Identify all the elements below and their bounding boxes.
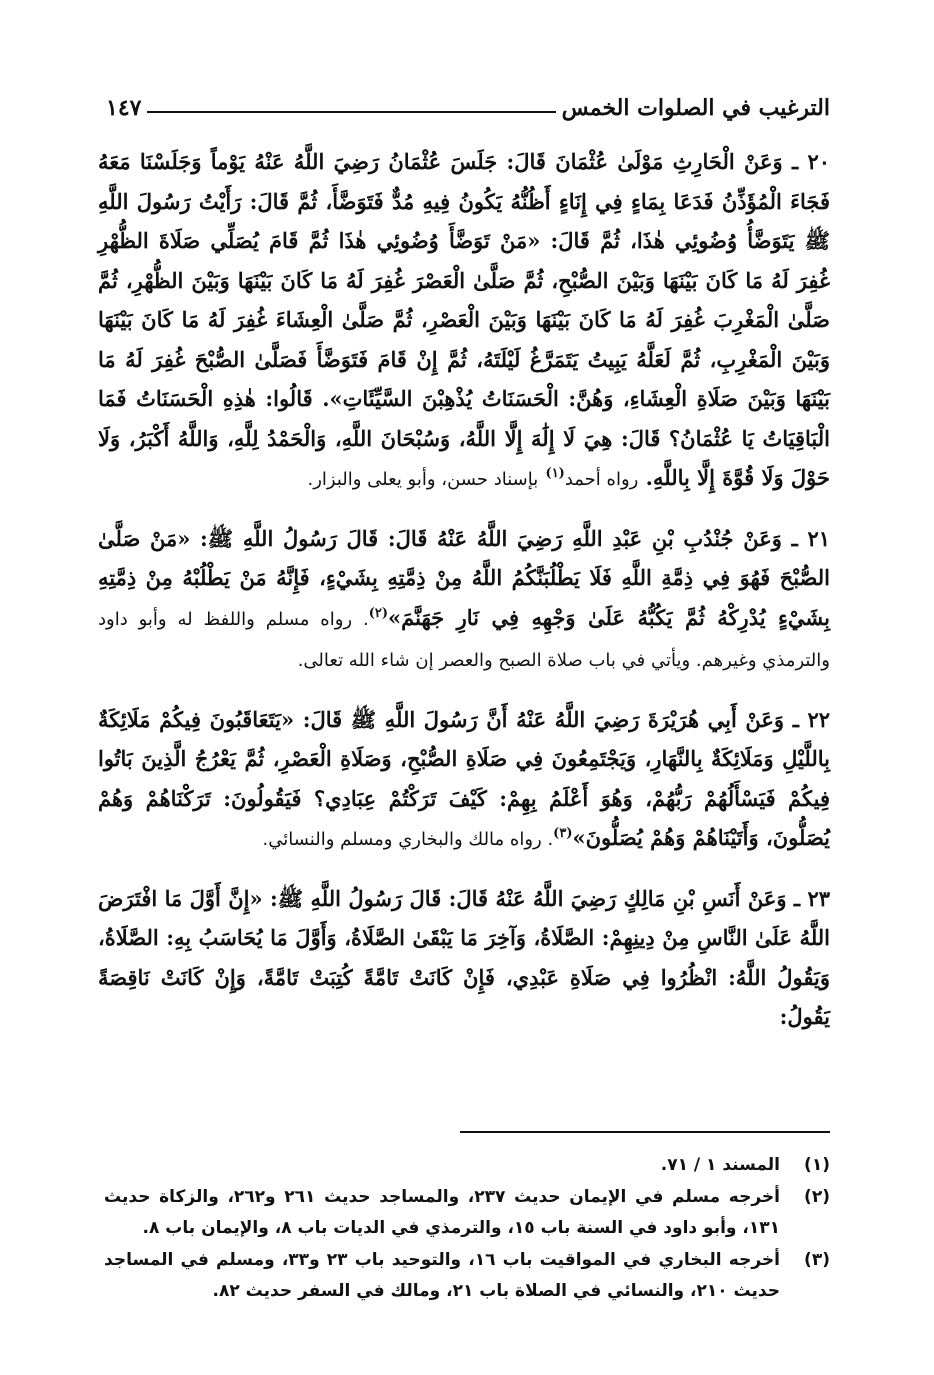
footnote-text: المسند ١ / ٧١. [660, 1155, 780, 1175]
footnote-item [104, 1182, 830, 1244]
hadith-number: ٢٠ ـ [791, 149, 830, 174]
header-rule [147, 111, 555, 113]
footnote-number: (١) [804, 1155, 830, 1175]
hadith-paragraph [98, 142, 830, 500]
running-header [106, 88, 830, 128]
main-text [98, 142, 830, 1056]
footnote-item [104, 1245, 830, 1307]
hadith-text: وَعَنْ الْحَارِثِ مَوْلَىٰ عُثْمَانَ قَالَ: جَلَسَ عُثْمَانُ رَضِيَ اللَّهُ عَنْهُ يَوْماً وَجَلَسْنَا مَعَهُ فَجَاءَ الْمُؤَذِّنُ فَدَعَا بِمَاءٍ فِي إِنَاءٍ أَظُنُّهُ يَكُونُ فِيهِ مُدٌّ فَتَوَضَّأَ، ثُمَّ قَالَ: رَأَيْتُ رَسُولَ اللَّهِ ﷺ يَتَوَضَّأُ وُضُوئِي هٰذَا، ثُمَّ قَالَ: «مَنْ تَوَضَّأَ وُضُوئِي هٰذَا ثُمَّ قَامَ يُصَلِّي صَلَاةَ الظُّهْرِ غُفِرَ لَهُ مَا كَانَ بَيْنَهَا وَبَيْنَ الصُّبْحِ، ثُمَّ صَلَّىٰ الْعَصْرَ غُفِرَ لَهُ مَا كَانَ بَيْنَهَا وَبَيْنَ الظُّهْرِ، ثُمَّ صَلَّىٰ الْمَغْرِبَ غُفِرَ لَهُ مَا كَانَ بَيْنَهَا وَبَيْنَ الْعَصْرِ، ثُمَّ صَلَّىٰ الْعِشَاءَ غُفِرَ لَهُ مَا كَانَ بَيْنَهَا وَبَيْنَ الْمَغْرِبِ، ثُمَّ لَعَلَّهُ يَبِيتُ يَتَمَرَّغُ لَيْلَتَهُ، ثُمَّ إِنْ قَامَ فَتَوَضَّأَ فَصَلَّىٰ الصُّبْحَ غُفِرَ لَهُ مَا بَيْنَهَا وَبَيْنَ صَلَاةِ الْعِشَاءِ، وَهُنَّ: الْحَسَنَاتُ يُذْهِبْنَ السَّيِّئَاتِ». قَالُوا: هٰذِهِ الْحَسَنَاتُ فَمَا الْبَاقِيَاتُ يَا عُثْمَانُ؟ قَالَ: هِيَ لَا إِلَٰهَ إِلَّا اللَّهُ، وَسُبْحَانَ اللَّهِ، وَالْحَمْدُ لِلَّهِ، وَاللَّهُ أَكْبَرُ، وَلَا حَوْلَ وَلَا قُوَّةَ إِلَّا بِاللَّهِ. [98, 149, 830, 490]
footnote-number: (٢) [804, 1187, 830, 1207]
footnote-item [104, 1150, 830, 1181]
header-title: الترغيب في الصلوات الخمس [561, 95, 830, 121]
footnotes [104, 1150, 830, 1308]
source-text: . رواه مالك والبخاري ومسلم والنسائي. [262, 829, 554, 850]
source-text: رواه أحمد [564, 469, 639, 490]
hadith-text: وَعَنْ أَبِي هُرَيْرَةَ رَضِيَ اللَّهُ عَنْهُ أَنَّ رَسُولَ اللَّهِ ﷺ قَالَ: «يَتَعَاقَبُونَ فِيكُمْ مَلَائِكَةٌ بِاللَّيْلِ وَمَلَائِكَةٌ بِالنَّهَارِ، وَيَجْتَمِعُونَ فِي صَلَاةِ الصُّبْحِ، وَصَلَاةِ الْعَصْرِ، ثُمَّ يَعْرُجُ الَّذِينَ بَاتُوا فِيكُمْ فَيَسْأَلُهُمْ رَبُّهُمْ، وَهُوَ أَعْلَمُ بِهِمْ: كَيْفَ تَرَكْتُمْ عِبَادِي؟ فَيَقُولُونَ: تَرَكْنَاهُمْ وَهُمْ يُصَلُّونَ، وَأَتَيْنَاهُمْ وَهُمْ يُصَلُّونَ» [98, 706, 830, 850]
hadith-number: ٢١ ـ [791, 525, 831, 551]
hadith-number: ٢٢ ـ [792, 706, 831, 732]
hadith-text: وَعَنْ جُنْدُبِ بْنِ عَبْدِ اللَّهِ رَضِيَ اللَّهُ عَنْهُ قَالَ: قَالَ رَسُولُ اللَّهِ ﷺ: «مَنْ صَلَّىٰ الصُّبْحَ فَهُوَ فِي ذِمَّةِ اللَّهِ فَلَا يَطْلُبَنَّكُمُ اللَّهُ مِنْ ذِمَّتِهِ بِشَيْءٍ، فَإِنَّهُ مَنْ يَطْلُبْهُ مِنْ ذِمَّتِهِ بِشَيْءٍ يُدْرِكْهُ ثُمَّ يَكُبُّهُ عَلَىٰ وَجْهِهِ فِي نَارِ جَهَنَّمَ» [98, 525, 831, 630]
hadith-number: ٢٣ ـ [793, 885, 830, 911]
footnote-number: (٣) [804, 1250, 830, 1270]
footnote-text: أخرجه مسلم في الإيمان حديث ٢٣٧، والمساجد حديث ٢٦١ و٢٦٢، والزكاة حديث ١٣١، وأبو داود في السنة باب ١٥، والترمذي في الديات باب ٨، والإيمان باب ٨. [104, 1187, 780, 1238]
source-text: بإسناد حسن، وأبو يعلى والبزار. [307, 469, 539, 490]
footnote-separator [460, 1131, 830, 1133]
hadith-paragraph [98, 519, 830, 681]
hadith-text: وَعَنْ أَنَسِ بْنِ مَالِكٍ رَضِيَ اللَّهُ عَنْهُ قَالَ: قَالَ رَسُولُ اللَّهِ ﷺ: «إِنَّ أَوَّلَ مَا افْتَرَضَ اللَّهُ عَلَىٰ النَّاسِ مِنْ دِينِهِمْ: الصَّلَاةُ، وَآخِرَ مَا يَبْقَىٰ الصَّلَاةُ، وَأَوَّلَ مَا يُحَاسَبُ بِهِ: الصَّلَاةُ، وَيَقُولُ اللَّهُ: انْظُرُوا فِي صَلَاةِ عَبْدِي، فَإِنْ كَانَتْ تَامَّةً كُتِبَتْ تَامَّةً، وَإِنْ كَانَتْ نَاقِصَةً يَقُولُ: [98, 885, 830, 1029]
page-number: ١٤٧ [106, 95, 142, 121]
source-text: . رواه مسلم واللفظ له وأبو داود والترمذي وغيرهم. ويأتي في باب صلاة الصبح والعصر إن شاء الله تعالى. [98, 608, 830, 671]
footnote-text: أخرجه البخاري في المواقيت باب ١٦، والتوحيد باب ٢٣ و٣٣، ومسلم في المساجد حديث ٢١٠، والنسائي في الصلاة باب ٢١، ومالك في السفر حديث ٨٢. [104, 1250, 780, 1301]
hadith-paragraph [98, 879, 830, 1037]
footnote-ref[interactable]: (٣) [553, 826, 573, 841]
footnote-ref[interactable]: (١) [545, 466, 565, 481]
hadith-paragraph [98, 700, 830, 860]
footnote-ref[interactable]: (٢) [368, 605, 389, 621]
